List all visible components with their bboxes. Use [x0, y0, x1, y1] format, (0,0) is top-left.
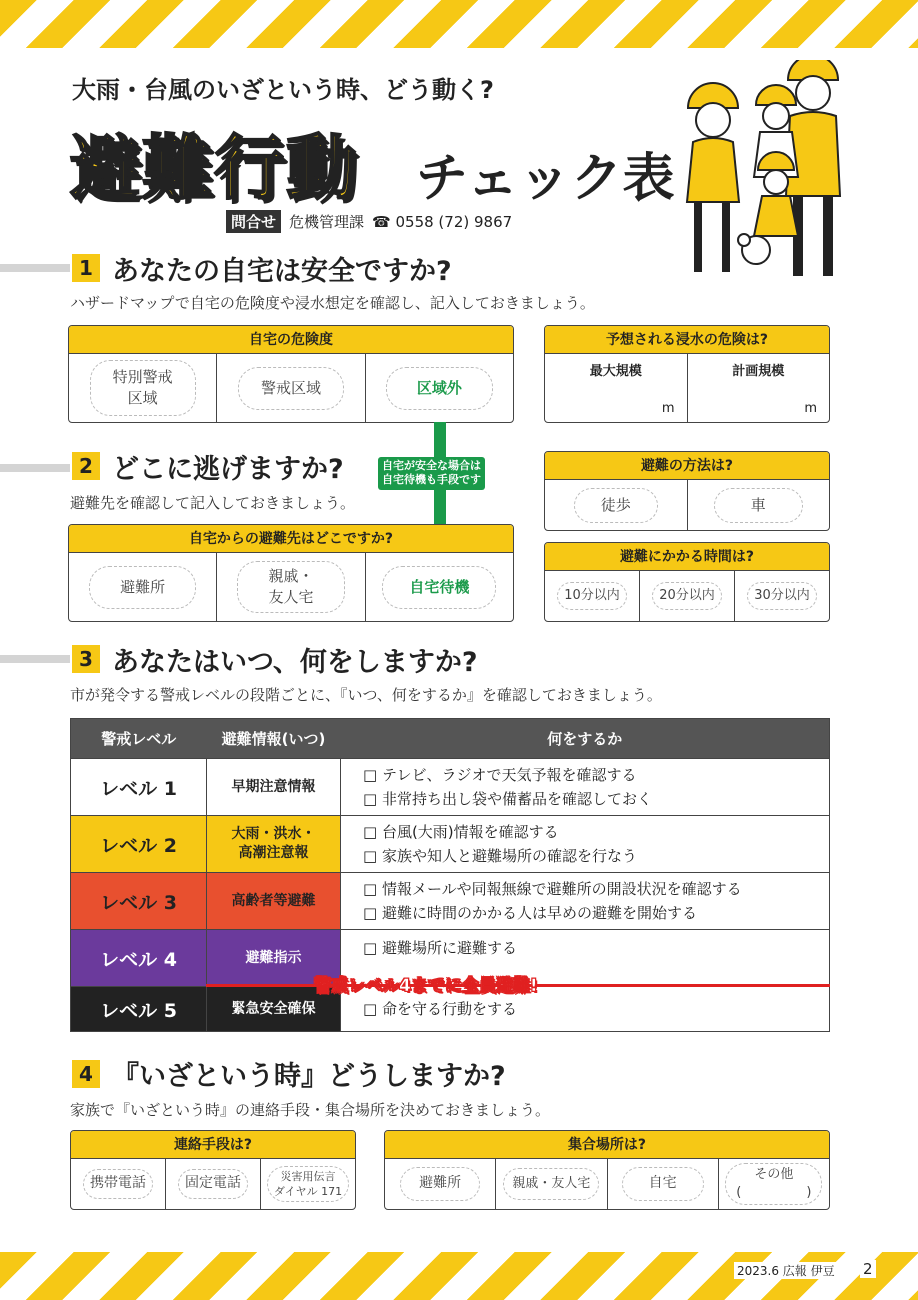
- section2-title: どこに逃げますか?: [112, 454, 344, 485]
- method-box: [544, 451, 830, 531]
- level4-info: 避難指示: [207, 930, 341, 987]
- level5-label: レベル 5: [71, 987, 207, 1032]
- meeting-place-head: 集合場所は?: [385, 1131, 829, 1159]
- section1-bar: [0, 264, 70, 272]
- section2-desc: 避難先を確認して記入しておきましょう。: [70, 494, 356, 512]
- method-option-car[interactable]: 車: [714, 488, 803, 523]
- time-option-30[interactable]: 30分以内: [747, 582, 817, 610]
- meeting-place-box: [384, 1130, 830, 1210]
- section1-desc: ハザードマップで自宅の危険度や浸水想定を確認し、記入しておきましょう。: [70, 294, 595, 312]
- level2-label: レベル 2: [71, 816, 207, 873]
- time-box-head: 避難にかかる時間は?: [545, 543, 829, 571]
- level3-todo1[interactable]: □ 情報メールや同報無線で避難所の開設状況を確認する: [363, 880, 742, 898]
- section4-desc: 家族で『いざという時』の連絡手段・集合場所を決めておきましょう。: [70, 1101, 551, 1119]
- danger-option-warning[interactable]: 警戒区域: [238, 367, 344, 410]
- flood-plan-unit: m: [804, 401, 817, 416]
- where-box: [68, 524, 514, 622]
- danger-box: [68, 325, 514, 423]
- level1-todo2[interactable]: □ 非常持ち出し袋や備蓄品を確認しておく: [363, 790, 652, 808]
- level1-info: 早期注意情報: [207, 759, 341, 816]
- contact-tag: 問合せ: [226, 210, 281, 233]
- level2-todo1[interactable]: □ 台風(大雨)情報を確認する: [363, 823, 559, 841]
- contact-dept: 危機管理課: [289, 213, 365, 231]
- method-option-walk[interactable]: 徒歩: [574, 488, 658, 523]
- level3-label: レベル 3: [71, 873, 207, 930]
- contact-phone: ☎ 0558 (72) 9867: [372, 212, 513, 231]
- flood-plan-label: 計画規模: [732, 364, 785, 379]
- section4-title: 『いざという時』どうしますか?: [112, 1061, 506, 1092]
- table-header-row: [71, 719, 830, 759]
- method-box-head: 避難の方法は?: [545, 452, 829, 480]
- flood-max-unit: m: [661, 401, 675, 416]
- danger-box-head: 自宅の危険度: [69, 326, 513, 354]
- header-todo: 何をするか: [341, 719, 830, 759]
- danger-option-special[interactable]: 特別警戒 区域: [90, 360, 196, 416]
- level2-info: 大雨・洪水・ 高潮注意報: [207, 816, 341, 873]
- meet-option-other[interactable]: その他 ( ): [725, 1163, 822, 1205]
- level5-todo1[interactable]: □ 命を守る行動をする: [363, 1000, 517, 1018]
- contact-option-landline[interactable]: 固定電話: [178, 1169, 248, 1199]
- level1-label: レベル 1: [71, 759, 207, 816]
- time-box: [544, 542, 830, 622]
- evacuation-alert-text: 警戒レベル4までに全員避難!: [314, 976, 538, 996]
- contact-method-head: 連絡手段は?: [71, 1131, 355, 1159]
- level3-info: 高齢者等避難: [207, 873, 341, 930]
- meet-option-home[interactable]: 自宅: [622, 1167, 704, 1201]
- time-option-10[interactable]: 10分以内: [557, 582, 627, 610]
- contact-method-box: [70, 1130, 356, 1210]
- meet-option-shelter[interactable]: 避難所: [400, 1167, 480, 1201]
- where-box-head: 自宅からの避難先はどこですか?: [69, 525, 513, 553]
- where-option-relatives[interactable]: 親戚・ 友人宅: [237, 561, 344, 613]
- level4-label: レベル 4: [71, 930, 207, 987]
- stay-home-note: 自宅が安全な場合は 自宅待機も手段です: [378, 457, 485, 490]
- footer-issue: 2023.6 広報 伊豆: [734, 1262, 838, 1279]
- section3-desc: 市が発令する警戒レベルの段階ごとに、『いつ、何をするか』を確認しておきましょう。: [70, 686, 662, 704]
- family-illustration: [678, 60, 848, 290]
- flood-box-head: 予想される浸水の危険は?: [545, 326, 829, 354]
- contact-option-mobile[interactable]: 携帯電話: [83, 1169, 153, 1199]
- section3-bar: [0, 655, 70, 663]
- page-number: 2: [860, 1260, 876, 1278]
- contact-option-171[interactable]: 災害用伝言 ダイヤル 171: [267, 1166, 349, 1203]
- level4-todo1[interactable]: □ 避難場所に避難する: [363, 939, 517, 957]
- section3-number: 3: [72, 645, 100, 673]
- contact-info: [226, 210, 512, 233]
- table-row-level3: [71, 873, 830, 930]
- table-row-level1: [71, 759, 830, 816]
- section2-number: 2: [72, 452, 100, 480]
- meet-option-relatives[interactable]: 親戚・友人宅: [503, 1168, 599, 1200]
- page-title-sub: チェック表: [416, 149, 675, 209]
- flood-max-field[interactable]: [545, 354, 687, 422]
- header-info: 避難情報(いつ): [207, 719, 341, 759]
- level1-todo1[interactable]: □ テレビ、ラジオで天気予報を確認する: [363, 766, 637, 784]
- section1-title: あなたの自宅は安全ですか?: [112, 256, 452, 287]
- level2-todo2[interactable]: □ 家族や知人と避難場所の確認を行なう: [363, 847, 637, 865]
- where-option-shelter[interactable]: 避難所: [89, 566, 196, 609]
- flood-max-label: 最大規模: [589, 364, 642, 379]
- level3-todo2[interactable]: □ 避難に時間のかかる人は早めの避難を開始する: [363, 904, 697, 922]
- page-subtitle: 大雨・台風のいざという時、どう動く?: [72, 76, 494, 104]
- danger-option-outside[interactable]: 区域外: [386, 367, 493, 410]
- flood-box: [544, 325, 830, 423]
- header-level: 警戒レベル: [71, 719, 207, 759]
- section2-bar: [0, 464, 70, 472]
- page-title-main: 避難行動: [70, 127, 358, 209]
- section1-number: 1: [72, 254, 100, 282]
- where-option-home[interactable]: 自宅待機: [382, 566, 496, 609]
- section4-number: 4: [72, 1060, 100, 1088]
- level5-info: 緊急安全確保: [207, 987, 341, 1032]
- section3-title: あなたはいつ、何をしますか?: [112, 647, 478, 678]
- time-option-20[interactable]: 20分以内: [652, 582, 722, 610]
- top-stripe-border: [0, 0, 918, 48]
- table-row-level2: [71, 816, 830, 873]
- flood-plan-field[interactable]: [687, 354, 830, 422]
